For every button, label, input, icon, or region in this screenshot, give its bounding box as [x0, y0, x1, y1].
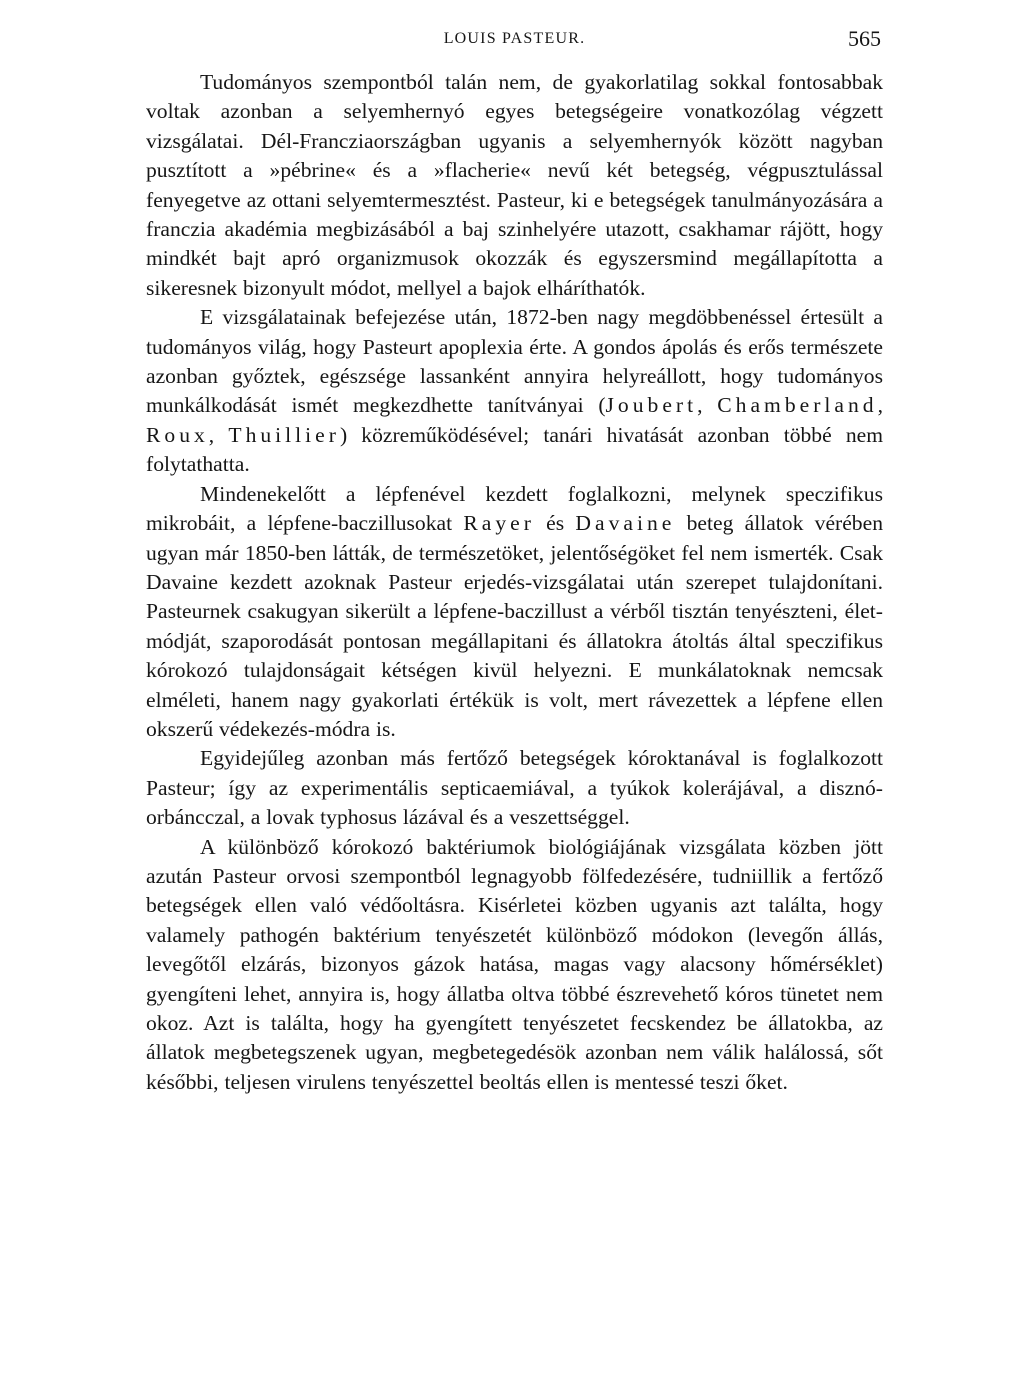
connector: és: [534, 511, 576, 536]
paragraph-text: Tudományos szempontból talán nem, de gyakorlatilag sokkal fontosabbak voltak azonban a selyemhernyó egyes betegségeire vonatkozólag végzett vizsgálatai. Dél-Francziaországban ugyanis a selyemhernyók között nagyban pusztított a »pébrine« és a »flacherie« nevű két betegség, végpusztulással fenyegetve az ottani selyemtermesztést. Pasteur, ki e betegségek tanulmányozására a franczia akadémia megbizásából a baj szinhelyére utazott, csakhamar rájött, hogy mindkét bajt apró organizmusok okozzák és egyszersmind megállapította a sikeresnek bizonyult módot, mellyel a bajok elháríthatók.: [146, 70, 883, 300]
name-roux: Roux: [146, 422, 209, 447]
paragraph-apoplexy: [146, 303, 883, 479]
book-page: [146, 20, 883, 1097]
running-title: LOUIS PASTEUR.: [443, 30, 586, 47]
separator: ,: [697, 393, 718, 418]
paragraph-text: Mindenekelőtt a lépfenével kezdett foglalkozni, melynek speczifikus mikrobáit, a lépfene-baczillusokat: [146, 481, 883, 536]
paragraph-vaccination: [146, 833, 883, 1098]
paragraph-text: E vizsgálatainak befejezése után, 1872-ben nagy megdöbbenéssel értesült a tudományos világ, hogy Pasteurt apoplexia érte. A gondos ápolás és erős természete azonban győztek, egészsége lassanként annyira helyreállott, hogy tudományos munkálkodását ismét megkezdhette tanítványai (: [146, 305, 883, 418]
paragraph-anthrax: [146, 480, 883, 745]
name-joubert: Joubert: [605, 393, 698, 418]
paragraph-infectious-diseases: [146, 744, 883, 832]
separator: ,: [877, 393, 883, 418]
paragraph-text: Egyidejűleg azonban más fertőző betegségek kóroktanával is foglalkozott Pasteur; így az experimentális septicaemiával, a tyúkok kolerájával, a disznó-orbáncczal, a lovak typhosus lázával és a veszettséggel.: [146, 746, 883, 830]
paragraph-text: A különböző kórokozó baktériumok biológiájának vizsgálata közben jött azután Pasteur orvosi szempontból legnagyobb fölfedezésére, tudniillik a fertőző betegségek ellen való védőoltásra. Kisérletei közben ugyanis azt találta, hogy valamely pathogén baktérium tenyészetét különböző módokon (levegőn állás, levegőtől elzárás, bizonyos gázok hatása, magas vagy alacsony hőmérséklet) gyengíteni lehet, annyira is, hogy állatba oltva többé észrevehető kóros tünetet nem okoz. Azt is találta, hogy ha gyengített tenyészetet fecskendez be állatokba, az állatok megbetegszenek ugyan, megbetegedésök azonban nem válik halálossá, sőt későbbi, teljesen virulens tenyészettel beoltás ellen is mentessé teszi őket.: [146, 834, 883, 1094]
paragraph-text: ) közreműködésével; tanári hivatását azonban többé nem folytathatta.: [146, 422, 884, 477]
name-davaine: Davaine: [575, 511, 676, 536]
separator: ,: [208, 422, 229, 447]
paragraph-silkworm: [146, 68, 883, 303]
name-thuillier: Thuillier: [228, 422, 340, 447]
page-header: [146, 20, 883, 56]
body-text: [146, 68, 883, 1097]
name-chamberland: Chamberland: [717, 393, 878, 418]
name-rayer: Rayer: [463, 511, 535, 536]
paragraph-text: beteg állatok vérében ugyan már 1850-ben látták, de természetöket, jelentőségöket fel nem ismerték. Csak Davaine kezdett azoknak Pasteur erjedés-vizsgálatai után szerepet tulajdonítani. Pasteurnek csakugyan sikerült a lépfene-baczillust a vérből tisztán tenyészteni, életmódját, szaporodását pontosan megállapitani és állatokra átoltás által speczifikus kórokozó tulajdonságait kétségen kivül helyezni. E munkálatoknak nemcsak elméleti, hanem nagy gyakorlati értékük is volt, mert rávezettek a lépfene ellen okszerű védekezés-módra is.: [146, 511, 883, 741]
page-number: 565: [848, 26, 881, 51]
